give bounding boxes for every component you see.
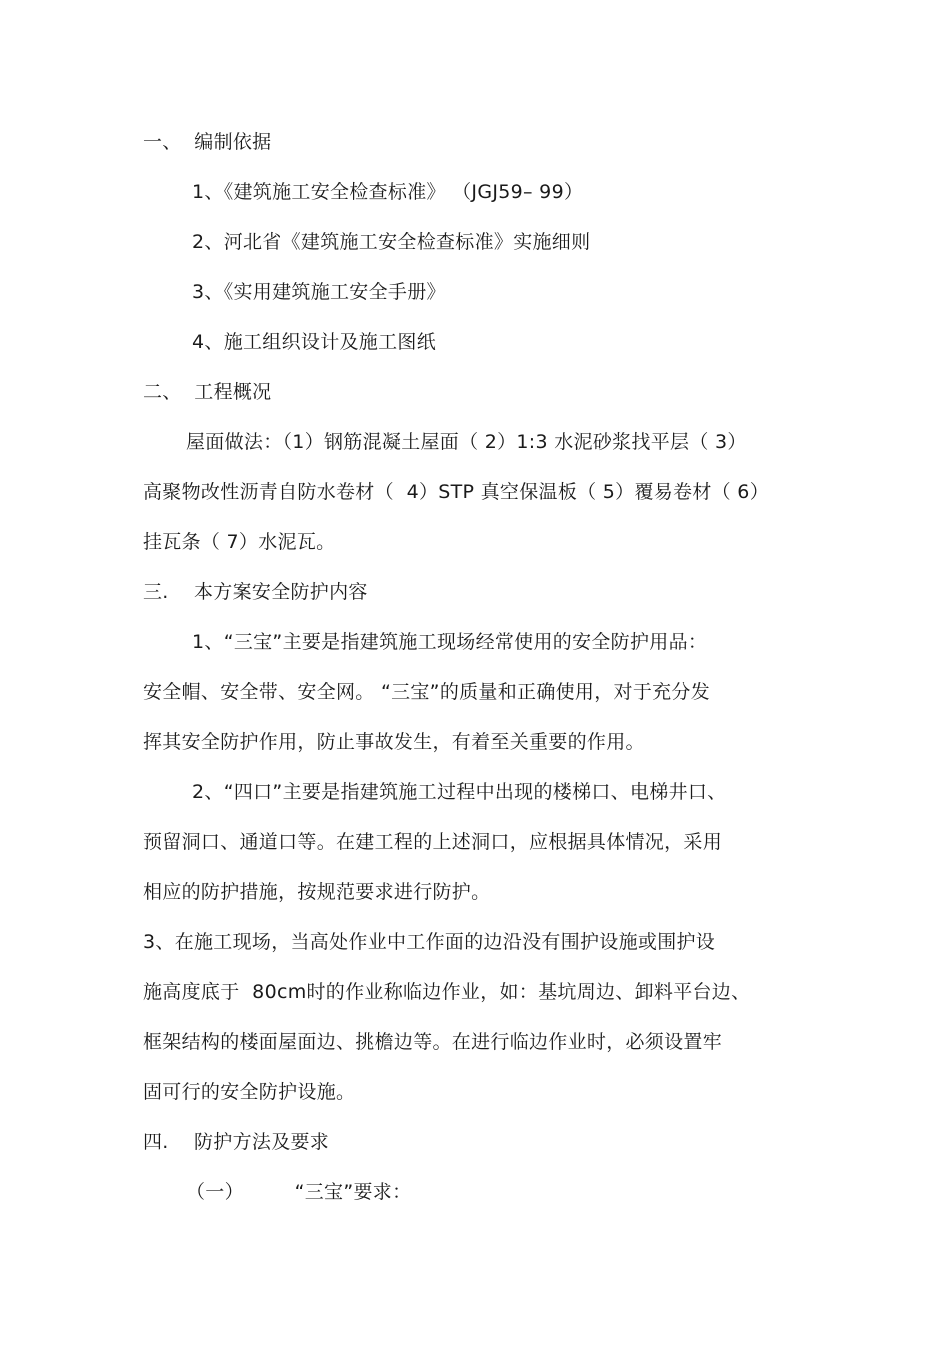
- edge-work-line-2: 施高度底于 80cm时的作业称临边作业，如：基坑周边、卸料平台边、: [143, 981, 751, 1003]
- edge-work-line-1: 3、在施工现场，当高处作业中工作面的边沿没有围护设施或围护设: [143, 931, 716, 953]
- four-openings-line-2: 预留洞口、通道口等。在建工程的上述洞口，应根据具体情况，采用: [143, 831, 723, 853]
- overview-line-2: 高聚物改性沥青自防水卷材（ 4）STP 真空保温板（ 5）覆易卷材（ 6）: [143, 481, 769, 503]
- heading-1: 一、 编制依据: [143, 131, 272, 153]
- four-openings-line-1: 2、“四口”主要是指建筑施工过程中出现的楼梯口、电梯井口、: [192, 781, 727, 803]
- subheading-1: （一） “三宝”要求：: [186, 1181, 412, 1203]
- three-treasures-line-2: 安全帽、安全带、安全网。 “三宝”的质量和正确使用，对于充分发: [143, 681, 711, 703]
- heading-2: 二、 工程概况: [143, 381, 272, 403]
- basis-item-1: 1、《建筑施工安全检查标准》 （JGJ59– 99）: [192, 181, 584, 203]
- four-openings-line-3: 相应的防护措施，按规范要求进行防护。: [143, 881, 491, 903]
- three-treasures-line-1: 1、“三宝”主要是指建筑施工现场经常使用的安全防护用品：: [192, 631, 708, 653]
- edge-work-line-3: 框架结构的楼面屋面边、挑檐边等。在进行临边作业时，必须设置牢: [143, 1031, 723, 1053]
- overview-line-3: 挂瓦条（ 7）水泥瓦。: [143, 531, 336, 553]
- basis-item-3: 3、《实用建筑施工安全手册》: [192, 281, 446, 303]
- heading-4: 四. 防护方法及要求: [143, 1131, 330, 1153]
- overview-line-1: 屋面做法：（1）钢筋混凝土屋面（ 2）1:3 水泥砂浆找平层（ 3）: [186, 431, 747, 453]
- basis-item-2: 2、河北省《建筑施工安全检查标准》实施细则: [192, 231, 591, 253]
- basis-item-4: 4、施工组织设计及施工图纸: [192, 331, 436, 353]
- three-treasures-line-3: 挥其安全防护作用，防止事故发生，有着至关重要的作用。: [143, 731, 645, 753]
- edge-work-line-4: 固可行的安全防护设施。: [143, 1081, 356, 1103]
- heading-3: 三. 本方案安全防护内容: [143, 581, 368, 603]
